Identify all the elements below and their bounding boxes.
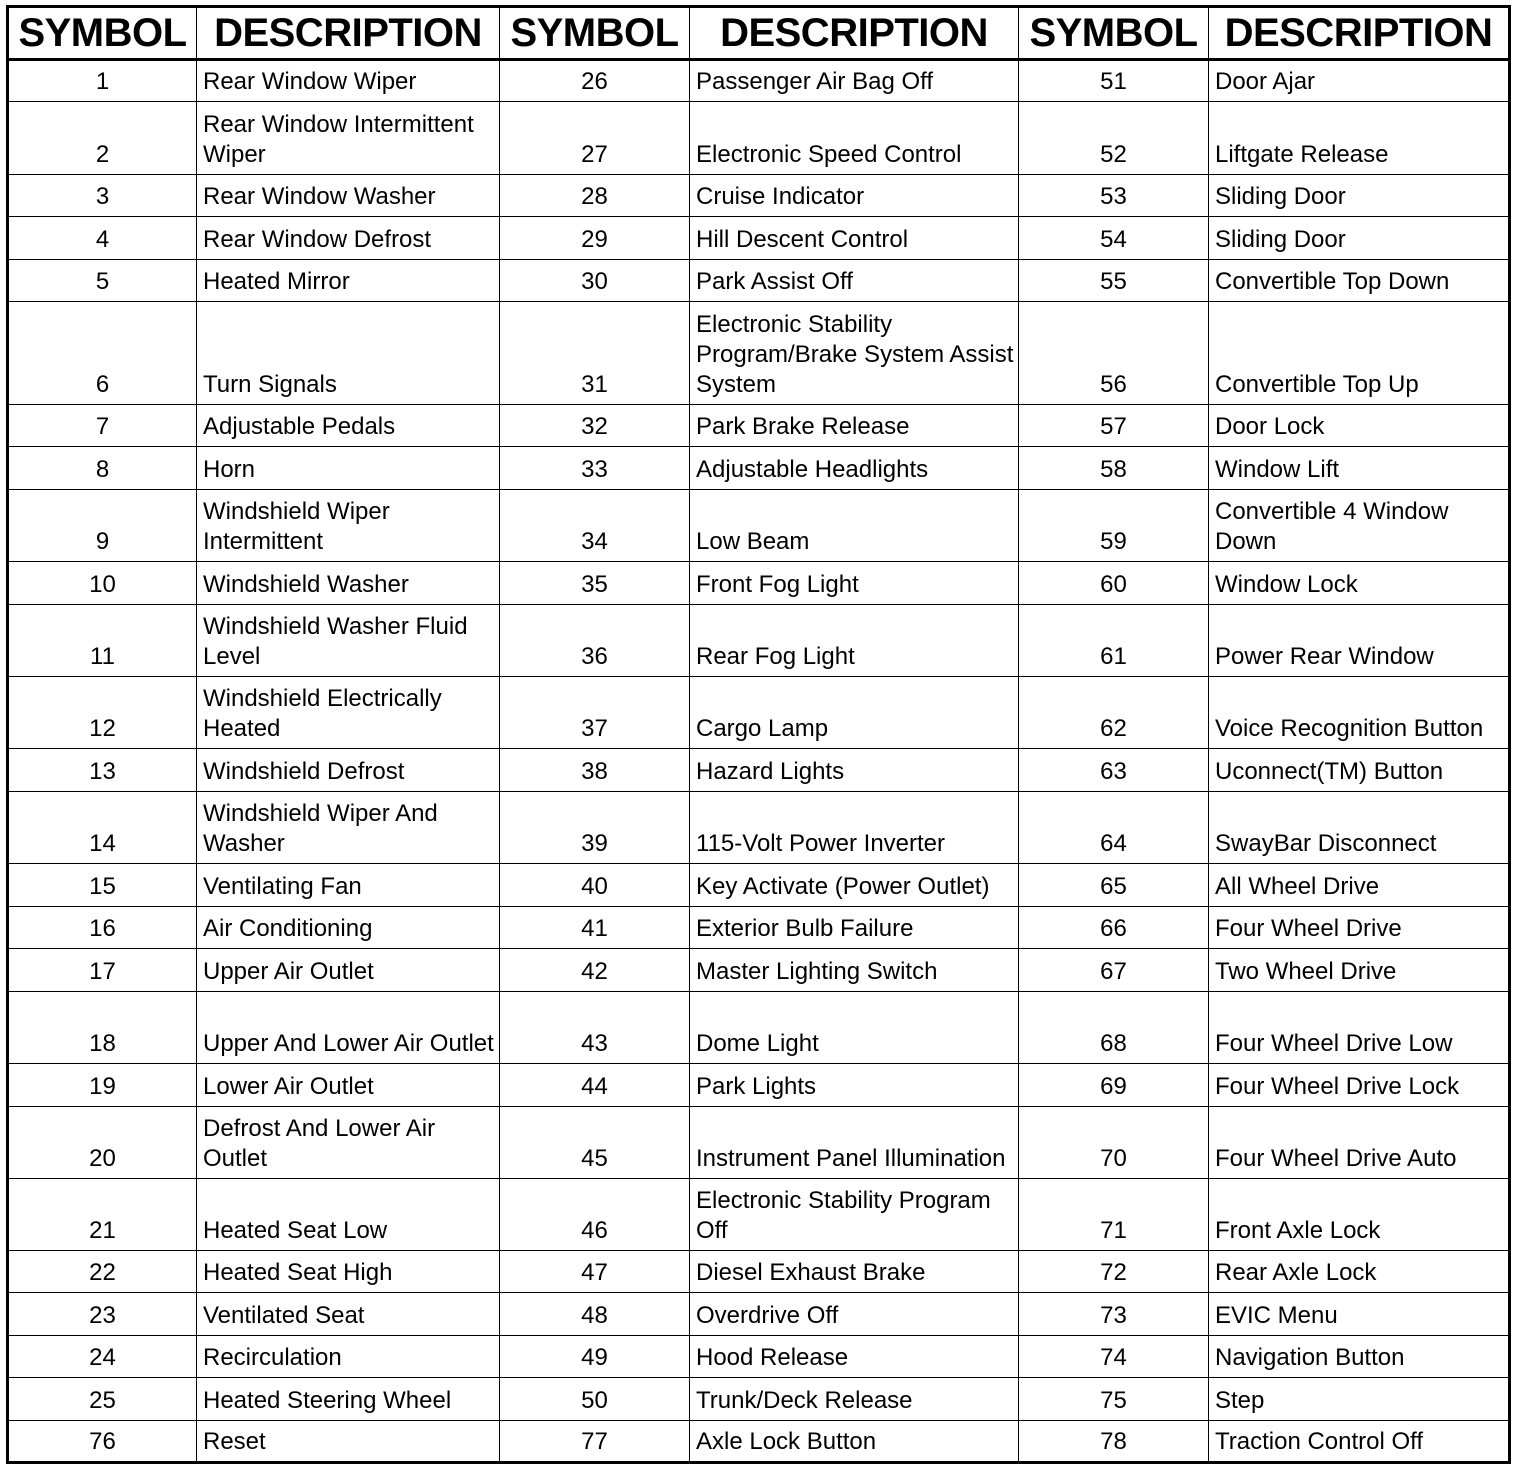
symbol-number: 34 bbox=[500, 490, 690, 562]
symbol-number: 50 bbox=[500, 1378, 690, 1421]
table-row bbox=[8, 490, 1510, 562]
symbol-description: Traction Control Off bbox=[1209, 1421, 1510, 1463]
symbol-number: 20 bbox=[8, 1107, 197, 1179]
symbol-description: Reset bbox=[197, 1421, 500, 1463]
symbol-description: Rear Window Defrost bbox=[197, 217, 500, 260]
symbol-description: Front Axle Lock bbox=[1209, 1179, 1510, 1251]
symbol-description: Sliding Door bbox=[1209, 217, 1510, 260]
symbol-number: 14 bbox=[8, 792, 197, 864]
symbol-number: 53 bbox=[1019, 175, 1209, 217]
symbol-description: Rear Window Washer bbox=[197, 175, 500, 217]
symbol-number: 68 bbox=[1019, 992, 1209, 1064]
table-body bbox=[8, 60, 1510, 1463]
table-row bbox=[8, 1179, 1510, 1251]
table-row bbox=[8, 1251, 1510, 1293]
symbol-description: Hazard Lights bbox=[690, 749, 1019, 792]
symbol-number: 44 bbox=[500, 1064, 690, 1107]
symbol-table bbox=[6, 5, 1511, 1464]
symbol-number: 66 bbox=[1019, 907, 1209, 949]
table-row bbox=[8, 405, 1510, 447]
symbol-description: Horn bbox=[197, 447, 500, 490]
symbol-number: 26 bbox=[500, 60, 690, 102]
symbol-description: Voice Recognition Button bbox=[1209, 677, 1510, 749]
symbol-description: Ventilating Fan bbox=[197, 864, 500, 907]
symbol-number: 6 bbox=[8, 302, 197, 405]
symbol-description: Overdrive Off bbox=[690, 1293, 1019, 1336]
symbol-description: Four Wheel Drive Auto bbox=[1209, 1107, 1510, 1179]
table-row bbox=[8, 447, 1510, 490]
symbol-description: Hood Release bbox=[690, 1336, 1019, 1378]
symbol-number: 11 bbox=[8, 605, 197, 677]
symbol-description: Liftgate Release bbox=[1209, 102, 1510, 175]
symbol-number: 18 bbox=[8, 992, 197, 1064]
symbol-description: Heated Steering Wheel bbox=[197, 1378, 500, 1421]
table-row bbox=[8, 60, 1510, 102]
symbol-number: 24 bbox=[8, 1336, 197, 1378]
symbol-number: 76 bbox=[8, 1421, 197, 1463]
symbol-number: 69 bbox=[1019, 1064, 1209, 1107]
symbol-description: Windshield Washer bbox=[197, 562, 500, 605]
table-row bbox=[8, 175, 1510, 217]
symbol-number: 73 bbox=[1019, 1293, 1209, 1336]
symbol-number: 7 bbox=[8, 405, 197, 447]
symbol-description: Park Brake Release bbox=[690, 405, 1019, 447]
symbol-description: Cargo Lamp bbox=[690, 677, 1019, 749]
table-row bbox=[8, 1378, 1510, 1421]
symbol-description: Rear Axle Lock bbox=[1209, 1251, 1510, 1293]
symbol-number: 43 bbox=[500, 992, 690, 1064]
symbol-description: Two Wheel Drive bbox=[1209, 949, 1510, 992]
symbol-description: Cruise Indicator bbox=[690, 175, 1019, 217]
symbol-number: 1 bbox=[8, 60, 197, 102]
symbol-number: 72 bbox=[1019, 1251, 1209, 1293]
symbol-description: Power Rear Window bbox=[1209, 605, 1510, 677]
symbol-description: Windshield Wiper And Washer bbox=[197, 792, 500, 864]
symbol-number: 15 bbox=[8, 864, 197, 907]
table-row bbox=[8, 907, 1510, 949]
symbol-number: 52 bbox=[1019, 102, 1209, 175]
symbol-number: 59 bbox=[1019, 490, 1209, 562]
symbol-description: Uconnect(TM) Button bbox=[1209, 749, 1510, 792]
symbol-description: Master Lighting Switch bbox=[690, 949, 1019, 992]
symbol-description: Upper Air Outlet bbox=[197, 949, 500, 992]
table-row bbox=[8, 1064, 1510, 1107]
symbol-description: Exterior Bulb Failure bbox=[690, 907, 1019, 949]
description-header: DESCRIPTION bbox=[1209, 7, 1510, 60]
symbol-description: Ventilated Seat bbox=[197, 1293, 500, 1336]
symbol-number: 35 bbox=[500, 562, 690, 605]
table-row bbox=[8, 605, 1510, 677]
symbol-description: Step bbox=[1209, 1378, 1510, 1421]
symbol-description: Windshield Defrost bbox=[197, 749, 500, 792]
table-row bbox=[8, 1421, 1510, 1463]
symbol-description: Four Wheel Drive bbox=[1209, 907, 1510, 949]
symbol-description: Sliding Door bbox=[1209, 175, 1510, 217]
table-row bbox=[8, 260, 1510, 302]
symbol-description: Adjustable Headlights bbox=[690, 447, 1019, 490]
symbol-description: Adjustable Pedals bbox=[197, 405, 500, 447]
table-row bbox=[8, 1107, 1510, 1179]
symbol-description: Door Lock bbox=[1209, 405, 1510, 447]
symbol-header: SYMBOL bbox=[8, 7, 197, 60]
symbol-description: Instrument Panel Illumination bbox=[690, 1107, 1019, 1179]
symbol-number: 41 bbox=[500, 907, 690, 949]
table-row bbox=[8, 1293, 1510, 1336]
symbol-number: 45 bbox=[500, 1107, 690, 1179]
symbol-description: Recirculation bbox=[197, 1336, 500, 1378]
symbol-description: Dome Light bbox=[690, 992, 1019, 1064]
symbol-description: Low Beam bbox=[690, 490, 1019, 562]
symbol-description: All Wheel Drive bbox=[1209, 864, 1510, 907]
symbol-number: 3 bbox=[8, 175, 197, 217]
symbol-number: 58 bbox=[1019, 447, 1209, 490]
symbol-number: 2 bbox=[8, 102, 197, 175]
symbol-description: Navigation Button bbox=[1209, 1336, 1510, 1378]
symbol-description: EVIC Menu bbox=[1209, 1293, 1510, 1336]
symbol-number: 9 bbox=[8, 490, 197, 562]
symbol-description: Upper And Lower Air Outlet bbox=[197, 992, 500, 1064]
symbol-number: 49 bbox=[500, 1336, 690, 1378]
symbol-number: 38 bbox=[500, 749, 690, 792]
symbol-number: 36 bbox=[500, 605, 690, 677]
symbol-number: 61 bbox=[1019, 605, 1209, 677]
symbol-number: 21 bbox=[8, 1179, 197, 1251]
symbol-number: 62 bbox=[1019, 677, 1209, 749]
symbol-number: 74 bbox=[1019, 1336, 1209, 1378]
symbol-number: 67 bbox=[1019, 949, 1209, 992]
symbol-number: 37 bbox=[500, 677, 690, 749]
symbol-description: Axle Lock Button bbox=[690, 1421, 1019, 1463]
symbol-description: Four Wheel Drive Low bbox=[1209, 992, 1510, 1064]
symbol-number: 10 bbox=[8, 562, 197, 605]
symbol-number: 60 bbox=[1019, 562, 1209, 605]
symbol-description: Diesel Exhaust Brake bbox=[690, 1251, 1019, 1293]
symbol-description: Window Lift bbox=[1209, 447, 1510, 490]
symbol-number: 48 bbox=[500, 1293, 690, 1336]
table-row bbox=[8, 677, 1510, 749]
symbol-number: 8 bbox=[8, 447, 197, 490]
symbol-description: SwayBar Disconnect bbox=[1209, 792, 1510, 864]
symbol-number: 51 bbox=[1019, 60, 1209, 102]
symbol-number: 17 bbox=[8, 949, 197, 992]
symbol-description: Key Activate (Power Outlet) bbox=[690, 864, 1019, 907]
header-row bbox=[8, 7, 1510, 60]
symbol-description: Heated Seat Low bbox=[197, 1179, 500, 1251]
description-header: DESCRIPTION bbox=[690, 7, 1019, 60]
symbol-description: Windshield Wiper Intermittent bbox=[197, 490, 500, 562]
symbol-description: Door Ajar bbox=[1209, 60, 1510, 102]
symbol-number: 30 bbox=[500, 260, 690, 302]
symbol-number: 39 bbox=[500, 792, 690, 864]
symbol-header: SYMBOL bbox=[500, 7, 690, 60]
symbol-number: 33 bbox=[500, 447, 690, 490]
symbol-number: 5 bbox=[8, 260, 197, 302]
symbol-description: Defrost And Lower Air Outlet bbox=[197, 1107, 500, 1179]
symbol-description: Hill Descent Control bbox=[690, 217, 1019, 260]
symbol-description: Convertible 4 Window Down bbox=[1209, 490, 1510, 562]
symbol-description: Four Wheel Drive Lock bbox=[1209, 1064, 1510, 1107]
symbol-number: 22 bbox=[8, 1251, 197, 1293]
symbol-number: 42 bbox=[500, 949, 690, 992]
symbol-number: 57 bbox=[1019, 405, 1209, 447]
symbol-description: Rear Window Wiper bbox=[197, 60, 500, 102]
symbol-header: SYMBOL bbox=[1019, 7, 1209, 60]
table-row bbox=[8, 562, 1510, 605]
symbol-number: 47 bbox=[500, 1251, 690, 1293]
symbol-description: Trunk/Deck Release bbox=[690, 1378, 1019, 1421]
symbol-number: 19 bbox=[8, 1064, 197, 1107]
symbol-number: 55 bbox=[1019, 260, 1209, 302]
symbol-number: 78 bbox=[1019, 1421, 1209, 1463]
symbol-description: Window Lock bbox=[1209, 562, 1510, 605]
table-row bbox=[8, 102, 1510, 175]
symbol-number: 56 bbox=[1019, 302, 1209, 405]
symbol-number: 27 bbox=[500, 102, 690, 175]
symbol-description: Heated Seat High bbox=[197, 1251, 500, 1293]
symbol-number: 46 bbox=[500, 1179, 690, 1251]
table-row bbox=[8, 1336, 1510, 1378]
symbol-number: 31 bbox=[500, 302, 690, 405]
symbol-number: 23 bbox=[8, 1293, 197, 1336]
symbol-description: Lower Air Outlet bbox=[197, 1064, 500, 1107]
table-row bbox=[8, 992, 1510, 1064]
symbol-description: Electronic Stability Program/Brake System Assist System bbox=[690, 302, 1019, 405]
symbol-description: Passenger Air Bag Off bbox=[690, 60, 1019, 102]
table-row bbox=[8, 217, 1510, 260]
symbol-number: 70 bbox=[1019, 1107, 1209, 1179]
symbol-description: Electronic Stability Program Off bbox=[690, 1179, 1019, 1251]
table-row bbox=[8, 302, 1510, 405]
symbol-description: Convertible Top Down bbox=[1209, 260, 1510, 302]
symbol-description: Rear Fog Light bbox=[690, 605, 1019, 677]
symbol-description: Rear Window Intermittent Wiper bbox=[197, 102, 500, 175]
table-row bbox=[8, 864, 1510, 907]
symbol-number: 63 bbox=[1019, 749, 1209, 792]
symbol-description: 115-Volt Power Inverter bbox=[690, 792, 1019, 864]
symbol-number: 4 bbox=[8, 217, 197, 260]
symbol-description: Turn Signals bbox=[197, 302, 500, 405]
symbol-number: 16 bbox=[8, 907, 197, 949]
symbol-number: 65 bbox=[1019, 864, 1209, 907]
symbol-number: 25 bbox=[8, 1378, 197, 1421]
table-row bbox=[8, 749, 1510, 792]
symbol-number: 54 bbox=[1019, 217, 1209, 260]
symbol-number: 40 bbox=[500, 864, 690, 907]
symbol-description: Windshield Electrically Heated bbox=[197, 677, 500, 749]
symbol-number: 28 bbox=[500, 175, 690, 217]
table-row bbox=[8, 949, 1510, 992]
symbol-description: Windshield Washer Fluid Level bbox=[197, 605, 500, 677]
symbol-description: Convertible Top Up bbox=[1209, 302, 1510, 405]
symbol-number: 77 bbox=[500, 1421, 690, 1463]
symbol-number: 75 bbox=[1019, 1378, 1209, 1421]
symbol-description: Heated Mirror bbox=[197, 260, 500, 302]
symbol-number: 64 bbox=[1019, 792, 1209, 864]
symbol-number: 71 bbox=[1019, 1179, 1209, 1251]
symbol-description: Electronic Speed Control bbox=[690, 102, 1019, 175]
symbol-description: Park Lights bbox=[690, 1064, 1019, 1107]
symbol-number: 32 bbox=[500, 405, 690, 447]
symbol-number: 12 bbox=[8, 677, 197, 749]
table-row bbox=[8, 792, 1510, 864]
symbol-number: 29 bbox=[500, 217, 690, 260]
symbol-description: Air Conditioning bbox=[197, 907, 500, 949]
symbol-description: Front Fog Light bbox=[690, 562, 1019, 605]
symbol-number: 13 bbox=[8, 749, 197, 792]
description-header: DESCRIPTION bbox=[197, 7, 500, 60]
symbol-description: Park Assist Off bbox=[690, 260, 1019, 302]
